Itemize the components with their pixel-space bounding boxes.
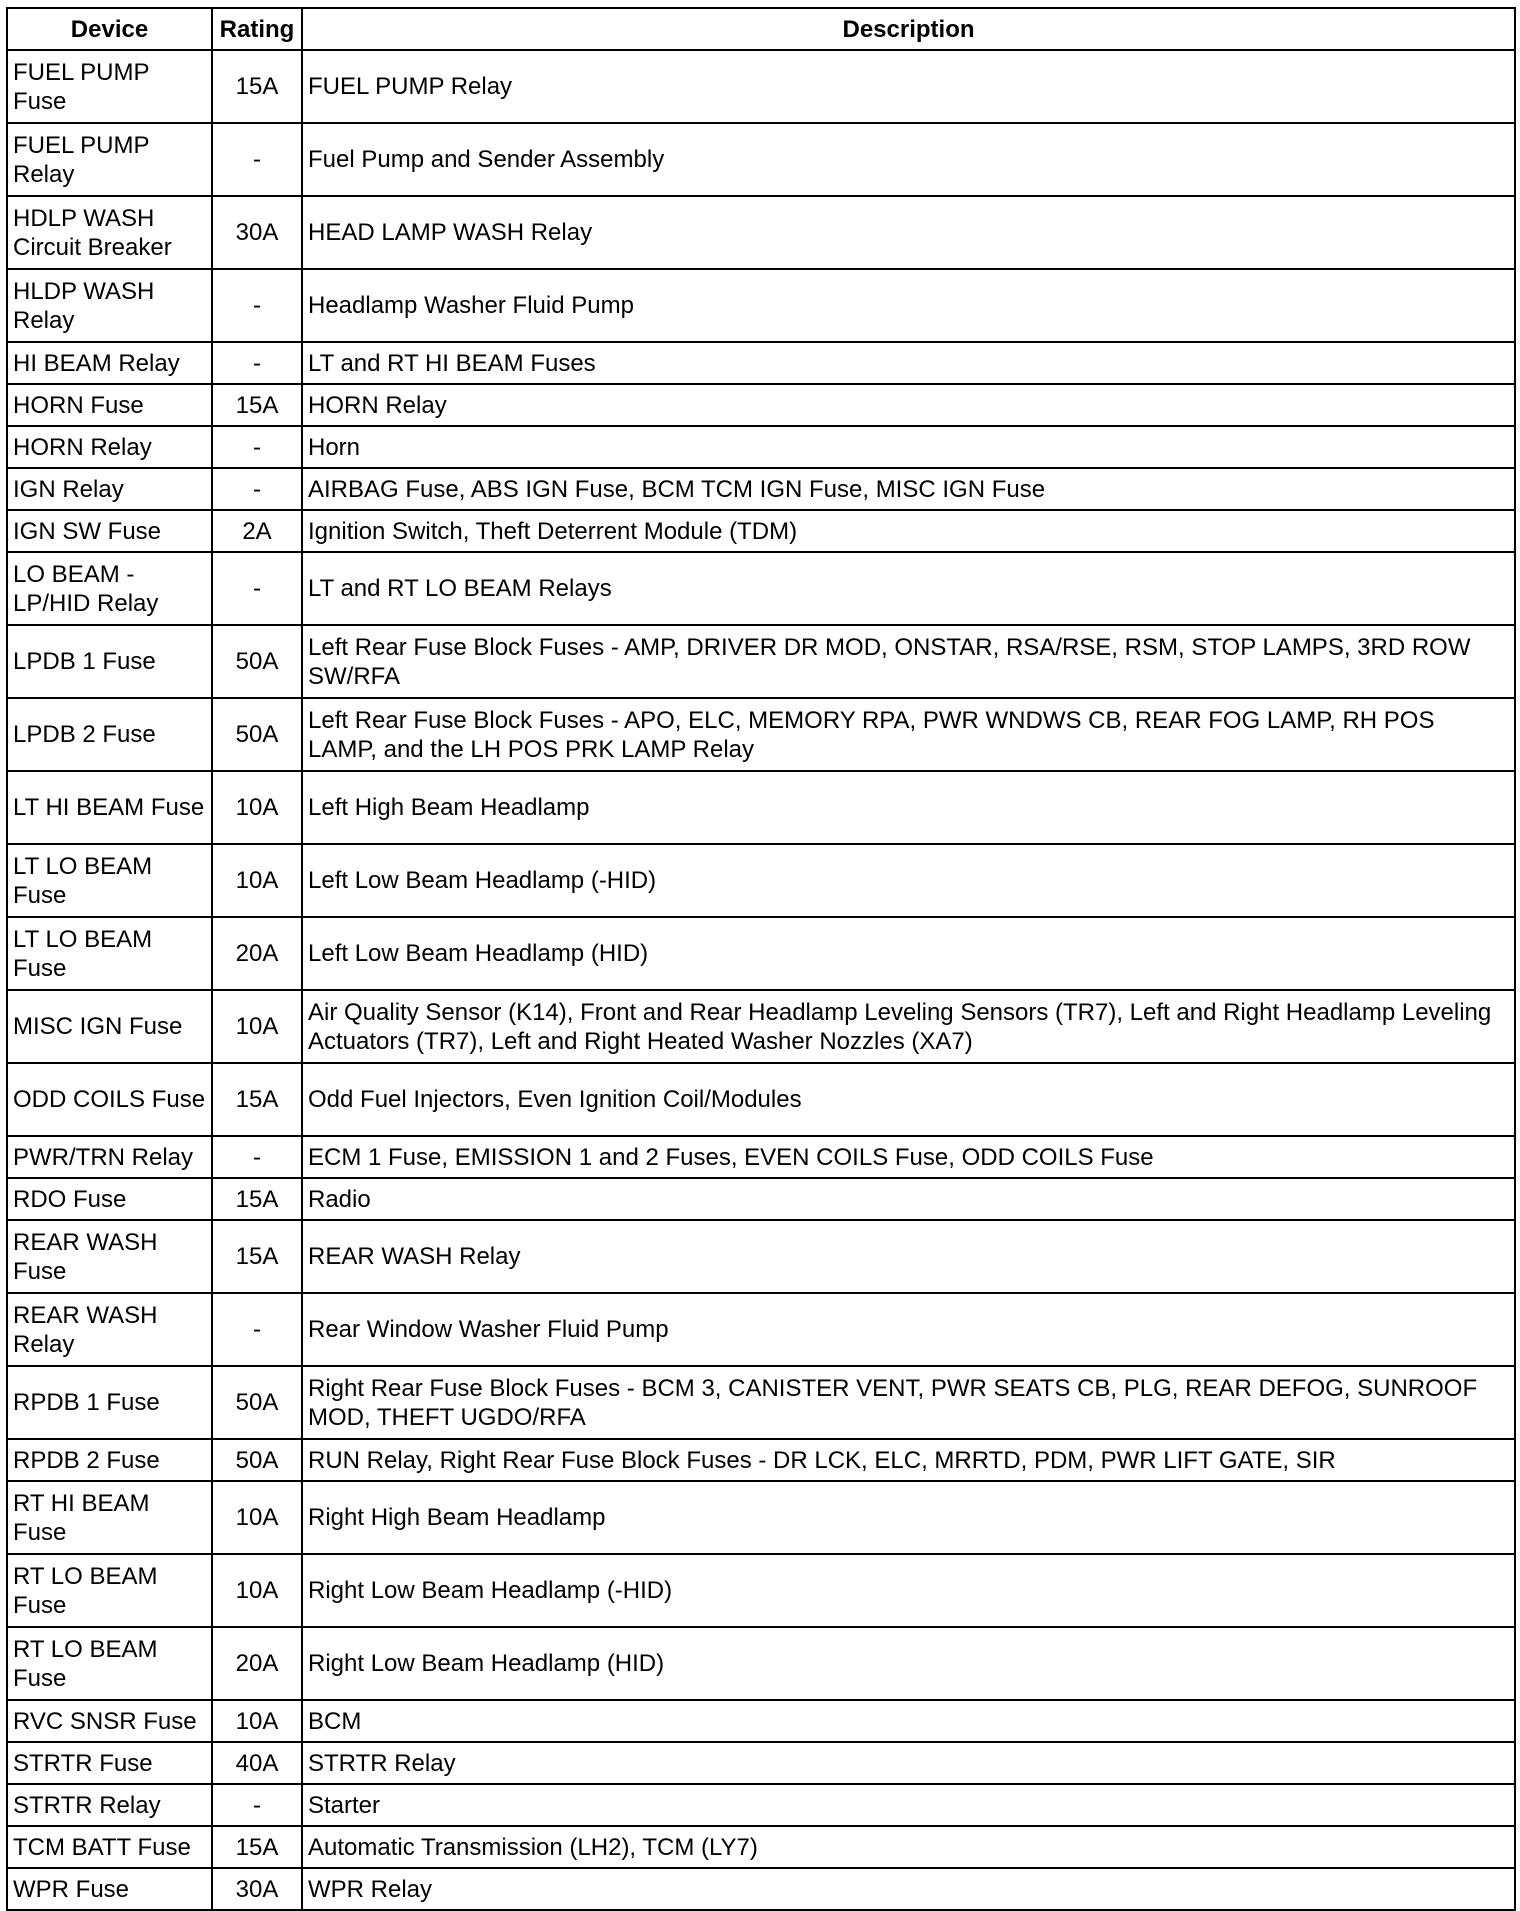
device-cell: REAR WASH Fuse <box>7 1220 212 1293</box>
device-cell: HI BEAM Relay <box>7 342 212 384</box>
table-row <box>7 510 1515 552</box>
table-row <box>7 468 1515 510</box>
device-cell: LO BEAM - LP/HID Relay <box>7 552 212 625</box>
rating-cell: 50A <box>212 1439 302 1481</box>
description-cell: FUEL PUMP Relay <box>302 50 1515 123</box>
table-row <box>7 1063 1515 1136</box>
rating-cell: 10A <box>212 990 302 1063</box>
device-cell: REAR WASH Relay <box>7 1293 212 1366</box>
rating-cell: 15A <box>212 50 302 123</box>
description-cell: Ignition Switch, Theft Deterrent Module (TDM) <box>302 510 1515 552</box>
rating-cell: 30A <box>212 1868 302 1910</box>
rating-cell: 20A <box>212 917 302 990</box>
device-cell: LT HI BEAM Fuse <box>7 771 212 844</box>
table-header-row <box>7 8 1515 50</box>
description-cell: Odd Fuel Injectors, Even Ignition Coil/Modules <box>302 1063 1515 1136</box>
table-row <box>7 1439 1515 1481</box>
rating-cell: 30A <box>212 196 302 269</box>
rating-cell: - <box>212 552 302 625</box>
description-cell: Fuel Pump and Sender Assembly <box>302 123 1515 196</box>
table-row <box>7 1481 1515 1554</box>
rating-cell: 20A <box>212 1627 302 1700</box>
device-cell: HORN Fuse <box>7 384 212 426</box>
description-cell: Starter <box>302 1784 1515 1826</box>
rating-cell: - <box>212 468 302 510</box>
table-row <box>7 1826 1515 1868</box>
device-cell: FUEL PUMP Fuse <box>7 50 212 123</box>
device-cell: WPR Fuse <box>7 1868 212 1910</box>
description-cell: Horn <box>302 426 1515 468</box>
rating-cell: 15A <box>212 1826 302 1868</box>
device-cell: HLDP WASH Relay <box>7 269 212 342</box>
device-cell: RT LO BEAM Fuse <box>7 1554 212 1627</box>
table-row <box>7 269 1515 342</box>
description-cell: Right Rear Fuse Block Fuses - BCM 3, CANISTER VENT, PWR SEATS CB, PLG, REAR DEFOG, SUNROOF MOD, THEFT UGDO/RFA <box>302 1366 1515 1439</box>
description-cell: BCM <box>302 1700 1515 1742</box>
table-row <box>7 771 1515 844</box>
device-cell: FUEL PUMP Relay <box>7 123 212 196</box>
description-cell: Automatic Transmission (LH2), TCM (LY7) <box>302 1826 1515 1868</box>
table-row <box>7 426 1515 468</box>
description-cell: STRTR Relay <box>302 1742 1515 1784</box>
device-cell: ODD COILS Fuse <box>7 1063 212 1136</box>
table-row <box>7 552 1515 625</box>
table-row <box>7 1220 1515 1293</box>
device-cell: IGN Relay <box>7 468 212 510</box>
rating-cell: 10A <box>212 1554 302 1627</box>
table-row <box>7 1784 1515 1826</box>
device-cell: RDO Fuse <box>7 1178 212 1220</box>
description-cell: Rear Window Washer Fluid Pump <box>302 1293 1515 1366</box>
rating-cell: 15A <box>212 1063 302 1136</box>
description-cell: LT and RT HI BEAM Fuses <box>302 342 1515 384</box>
device-cell: IGN SW Fuse <box>7 510 212 552</box>
device-cell: STRTR Fuse <box>7 1742 212 1784</box>
rating-cell: - <box>212 123 302 196</box>
device-cell: LPDB 2 Fuse <box>7 698 212 771</box>
device-cell: LPDB 1 Fuse <box>7 625 212 698</box>
description-cell: Left High Beam Headlamp <box>302 771 1515 844</box>
table-row <box>7 1627 1515 1700</box>
description-cell: HORN Relay <box>302 384 1515 426</box>
table-row <box>7 384 1515 426</box>
description-cell: Left Low Beam Headlamp (-HID) <box>302 844 1515 917</box>
device-cell: PWR/TRN Relay <box>7 1136 212 1178</box>
device-cell: LT LO BEAM Fuse <box>7 844 212 917</box>
table-row <box>7 1178 1515 1220</box>
table-row <box>7 196 1515 269</box>
column-header-description: Description <box>302 8 1515 50</box>
description-cell: Right High Beam Headlamp <box>302 1481 1515 1554</box>
device-cell: MISC IGN Fuse <box>7 990 212 1063</box>
table-row <box>7 342 1515 384</box>
rating-cell: 15A <box>212 384 302 426</box>
rating-cell: 10A <box>212 771 302 844</box>
table-row <box>7 698 1515 771</box>
description-cell: Left Low Beam Headlamp (HID) <box>302 917 1515 990</box>
table-row <box>7 1366 1515 1439</box>
device-cell: STRTR Relay <box>7 1784 212 1826</box>
rating-cell: - <box>212 1293 302 1366</box>
description-cell: HEAD LAMP WASH Relay <box>302 196 1515 269</box>
table-row <box>7 1742 1515 1784</box>
device-cell: RPDB 1 Fuse <box>7 1366 212 1439</box>
device-cell: RPDB 2 Fuse <box>7 1439 212 1481</box>
device-cell: LT LO BEAM Fuse <box>7 917 212 990</box>
description-cell: Right Low Beam Headlamp (-HID) <box>302 1554 1515 1627</box>
rating-cell: 15A <box>212 1220 302 1293</box>
description-cell: Left Rear Fuse Block Fuses - APO, ELC, MEMORY RPA, PWR WNDWS CB, REAR FOG LAMP, RH POS LAMP, and the LH POS PRK LAMP Relay <box>302 698 1515 771</box>
description-cell: Radio <box>302 1178 1515 1220</box>
device-cell: RVC SNSR Fuse <box>7 1700 212 1742</box>
table-row <box>7 1554 1515 1627</box>
description-cell: RUN Relay, Right Rear Fuse Block Fuses - DR LCK, ELC, MRRTD, PDM, PWR LIFT GATE, SIR <box>302 1439 1515 1481</box>
rating-cell: 10A <box>212 1700 302 1742</box>
table-row <box>7 50 1515 123</box>
rating-cell: 40A <box>212 1742 302 1784</box>
rating-cell: 10A <box>212 844 302 917</box>
column-header-rating: Rating <box>212 8 302 50</box>
device-cell: RT HI BEAM Fuse <box>7 1481 212 1554</box>
description-cell: WPR Relay <box>302 1868 1515 1910</box>
table-row <box>7 1293 1515 1366</box>
description-cell: Left Rear Fuse Block Fuses - AMP, DRIVER DR MOD, ONSTAR, RSA/RSE, RSM, STOP LAMPS, 3RD ROW SW/RFA <box>302 625 1515 698</box>
table-row <box>7 844 1515 917</box>
description-cell: LT and RT LO BEAM Relays <box>302 552 1515 625</box>
rating-cell: 2A <box>212 510 302 552</box>
rating-cell: - <box>212 1136 302 1178</box>
device-cell: HDLP WASH Circuit Breaker <box>7 196 212 269</box>
rating-cell: 10A <box>212 1481 302 1554</box>
rating-cell: - <box>212 269 302 342</box>
table-row <box>7 990 1515 1063</box>
fuse-relay-table <box>6 7 1516 1911</box>
rating-cell: - <box>212 342 302 384</box>
description-cell: Right Low Beam Headlamp (HID) <box>302 1627 1515 1700</box>
table-row <box>7 917 1515 990</box>
column-header-device: Device <box>7 8 212 50</box>
device-cell: TCM BATT Fuse <box>7 1826 212 1868</box>
rating-cell: - <box>212 1784 302 1826</box>
table-row <box>7 123 1515 196</box>
description-cell: ECM 1 Fuse, EMISSION 1 and 2 Fuses, EVEN COILS Fuse, ODD COILS Fuse <box>302 1136 1515 1178</box>
rating-cell: - <box>212 426 302 468</box>
table-row <box>7 625 1515 698</box>
description-cell: Air Quality Sensor (K14), Front and Rear Headlamp Leveling Sensors (TR7), Left and Right Headlamp Leveling Actuators (TR7), Left and Right Heated Washer Nozzles (XA7) <box>302 990 1515 1063</box>
rating-cell: 15A <box>212 1178 302 1220</box>
rating-cell: 50A <box>212 625 302 698</box>
description-cell: REAR WASH Relay <box>302 1220 1515 1293</box>
device-cell: RT LO BEAM Fuse <box>7 1627 212 1700</box>
description-cell: AIRBAG Fuse, ABS IGN Fuse, BCM TCM IGN Fuse, MISC IGN Fuse <box>302 468 1515 510</box>
rating-cell: 50A <box>212 698 302 771</box>
table-row <box>7 1868 1515 1910</box>
rating-cell: 50A <box>212 1366 302 1439</box>
device-cell: HORN Relay <box>7 426 212 468</box>
description-cell: Headlamp Washer Fluid Pump <box>302 269 1515 342</box>
table-row <box>7 1136 1515 1178</box>
table-row <box>7 1700 1515 1742</box>
